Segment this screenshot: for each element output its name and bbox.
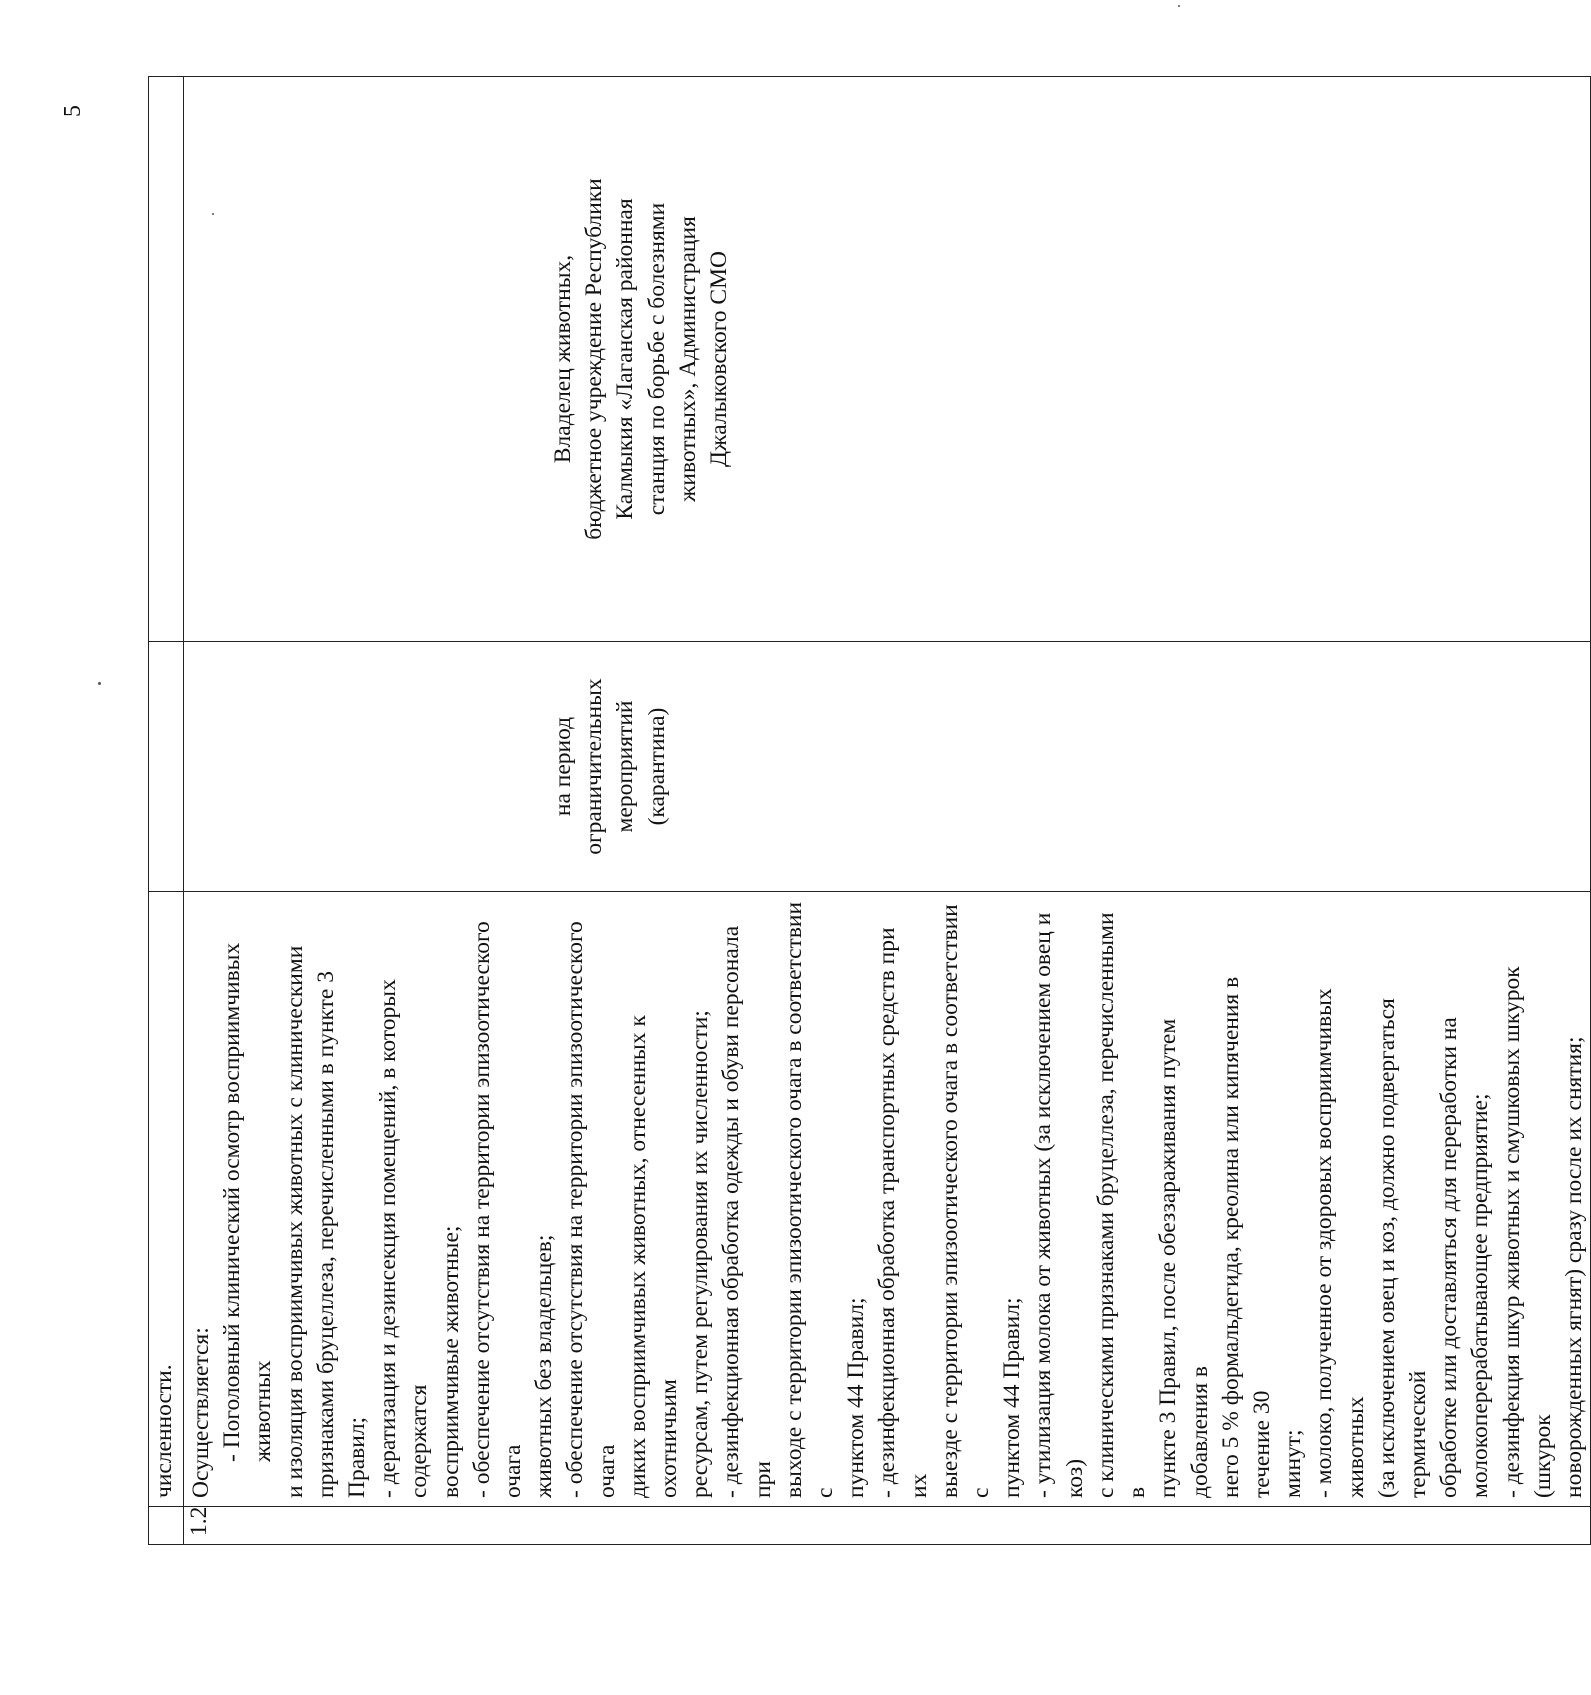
text-line: новорожденных ягнят) сразу после их снятия; [1560, 1036, 1587, 1498]
scan-speck [1178, 5, 1180, 7]
text-line: на период [550, 716, 576, 817]
row-number: 1.2 [184, 1507, 1591, 1545]
text-line: пунктом 44 Правил; [843, 1297, 870, 1498]
text-line: - утилизация молока от животных (за исключением овец и коз) [1030, 912, 1088, 1498]
text-line: восприимчивые животные; [437, 1225, 464, 1498]
text-line: признаками бруцеллеза, перечисленными в пункте 3 Правил; [312, 971, 371, 1498]
scan-speck [98, 682, 101, 685]
responsible-lines [184, 85, 735, 633]
text-line: пункте 3 Правил, после обеззараживания путем добавления в [1155, 1018, 1213, 1498]
text-line: обработке или доставляться для переработки на [1436, 1017, 1463, 1498]
text-line: - дезинфекция шкур животных и смушковых шкурок (шкурок [1498, 966, 1556, 1498]
cell-period-empty [149, 642, 184, 892]
text-line: минут; [1280, 1429, 1307, 1498]
text-line: и изоляция восприимчивых животных с клиническими [281, 945, 308, 1498]
cell-number-empty [149, 1507, 184, 1545]
page-number: 5 [60, 105, 86, 117]
text-line: животных без владельцев; [531, 1234, 558, 1498]
text-line: - дезинфекционная обработка транспортных средств при их [874, 927, 932, 1498]
responsible-cell [184, 77, 1591, 642]
text-line: Осуществляется: [188, 1327, 214, 1498]
text-line: - дезинфекционная обработка одежды и обуви персонала при [718, 925, 776, 1498]
text-line: выходе с территории эпизоотического очага в соответствии с [780, 901, 839, 1498]
text-line: молокоперерабатывающее предприятие; [1467, 1093, 1494, 1498]
cell-responsible-empty [149, 77, 184, 642]
text-line: станция по борьбе с болезнями [643, 202, 670, 516]
text-line: Калмыкия «Лаганская районная [612, 198, 639, 520]
scan-speck [212, 213, 214, 215]
text-line: Владелец животных, [550, 254, 576, 464]
text-line: ограничительных [581, 678, 608, 855]
text-line: с клиническими признаками бруцеллеза, перечисленными в [1092, 912, 1151, 1498]
description-lines [184, 900, 1590, 1498]
measures-table [148, 76, 1591, 1545]
table-row-continuation [149, 77, 184, 1545]
measures-description [184, 892, 1591, 1507]
text-line: (за исключением овец и коз, должно подвергаться термической [1373, 998, 1431, 1498]
text-line: - обеспечение отсутствия на территории эпизоотического очага [468, 921, 527, 1498]
text-line: диких восприимчивых животных, отнесенных к охотничьим [624, 1015, 683, 1498]
text-line: ресурсам, путем регулирования их численности; [687, 1010, 714, 1498]
text-line: него 5 % формальдегида, креолина или кипячения в течение 30 [1217, 976, 1275, 1498]
text-line: мероприятий [612, 700, 639, 833]
text-line: Джалыковского СМО [706, 251, 733, 467]
text-line: - Поголовный клинический осмотр восприимчивых животных [219, 942, 277, 1462]
text-line: - обеспечение отсутствия на территории эпизоотического очага [562, 921, 620, 1498]
table-row [184, 77, 1591, 1545]
text-line: выезде с территории эпизоотического очага в соответствии с [936, 904, 995, 1498]
text-line: (карантина) [643, 707, 670, 826]
text-line: - дератизация и дезинсекция помещений, в которых содержатся [375, 979, 433, 1498]
cell-continuation-text: численности. [149, 892, 184, 1507]
period-lines [184, 650, 673, 883]
text-line: - молоко, полученное от здоровых восприимчивых животных [1311, 988, 1369, 1498]
text-line: животных», Администрация [674, 216, 701, 502]
text-line: бюджетное учреждение Республики [581, 178, 608, 540]
period-cell [184, 642, 1591, 892]
text-line: пунктом 44 Правил; [999, 1297, 1026, 1498]
